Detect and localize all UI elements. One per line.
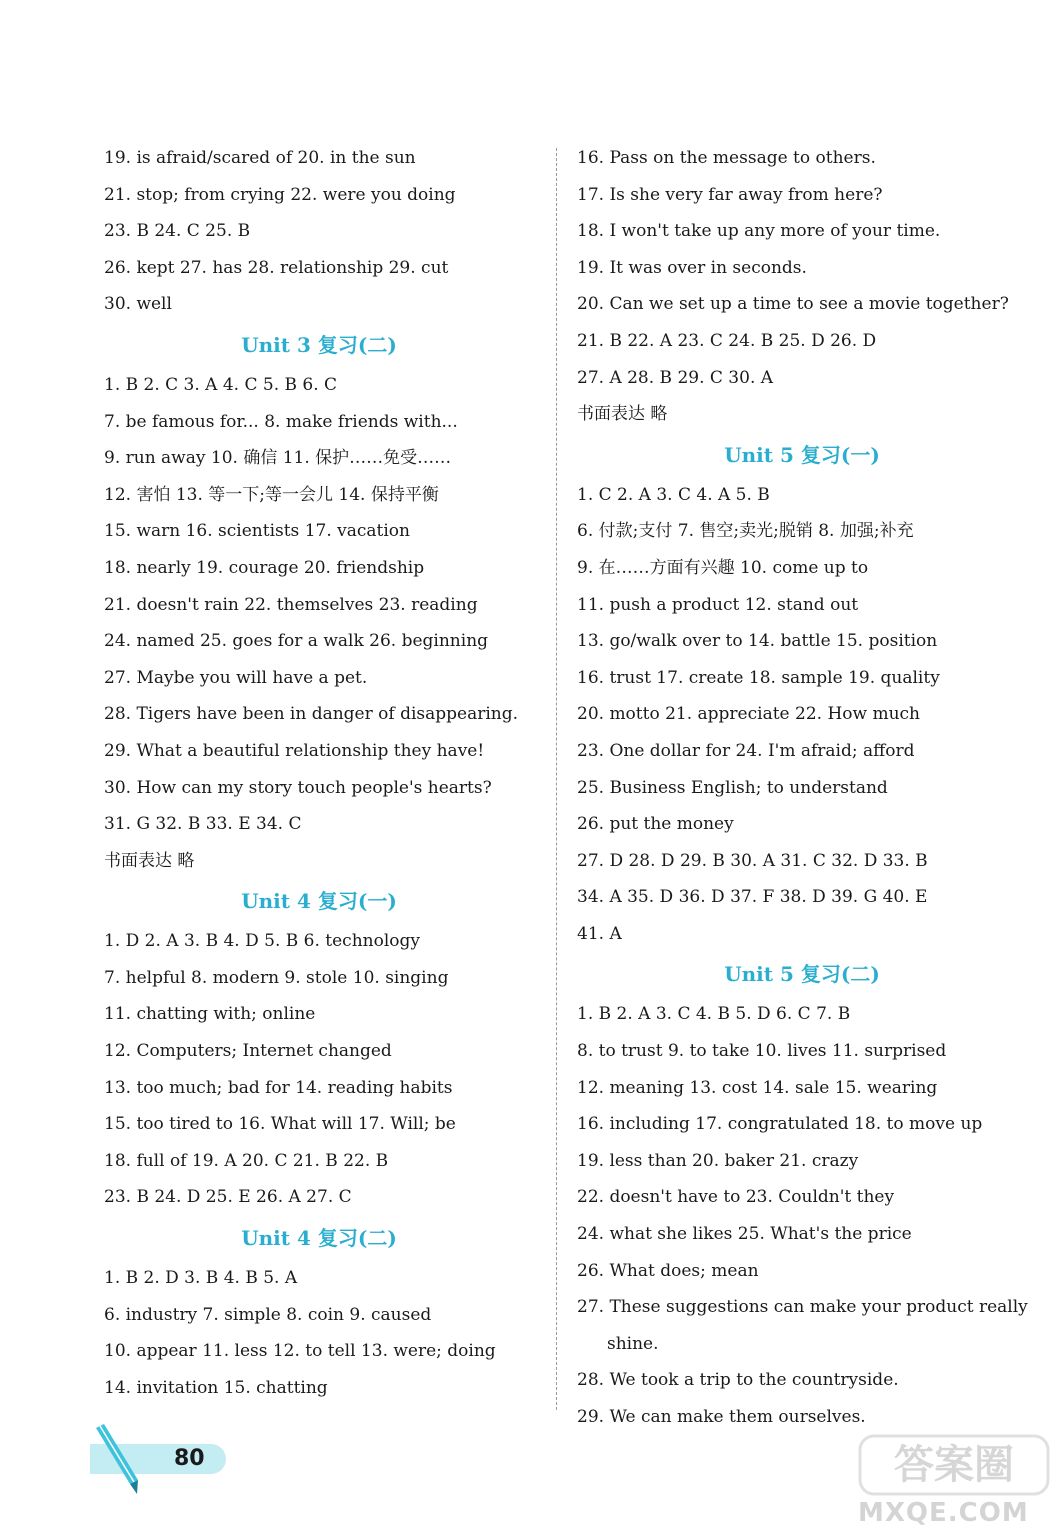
answer-line: 24. what she likes 25. What's the price xyxy=(577,1224,912,1245)
answer-line: 7. helpful 8. modern 9. stole 10. singing xyxy=(104,967,449,988)
answer-line: 30. well xyxy=(104,294,172,315)
answer-line: 28. We took a trip to the countryside. xyxy=(577,1370,899,1391)
answer-line: 12. 害怕 13. 等一下;等一会儿 14. 保持平衡 xyxy=(104,484,439,505)
section-heading: Unit 4 复习(二) xyxy=(241,1226,397,1251)
answer-line: 9. run away 10. 确信 11. 保护……免受…… xyxy=(104,448,452,469)
pencil-icon xyxy=(90,1420,150,1500)
section-heading: Unit 5 复习(一) xyxy=(724,442,880,467)
page-number: 80 xyxy=(174,1446,205,1471)
answer-line: 14. invitation 15. chatting xyxy=(104,1377,328,1398)
answer-line: 书面表达 略 xyxy=(104,850,195,871)
answer-line: 27. Maybe you will have a pet. xyxy=(104,667,368,688)
answer-line: 16. including 17. congratulated 18. to move up xyxy=(577,1114,983,1135)
answer-line: 26. put the money xyxy=(577,814,734,835)
answer-line: 19. is afraid/scared of 20. in the sun xyxy=(104,148,416,168)
answer-line: 12. Computers; Internet changed xyxy=(104,1041,392,1062)
answer-line: 27. These suggestions can make your product really xyxy=(577,1297,1028,1318)
answer-line: 1. B 2. A 3. C 4. B 5. D 6. C 7. B xyxy=(577,1004,851,1025)
answer-line: 20. Can we set up a time to see a movie together? xyxy=(577,294,1009,315)
answer-line: 18. I won't take up any more of your time. xyxy=(577,221,941,242)
answer-line: 24. named 25. goes for a walk 26. beginning xyxy=(104,631,489,652)
answer-line: 20. motto 21. appreciate 22. How much xyxy=(577,704,921,725)
watermark-url: MXQE.COM xyxy=(858,1498,1029,1528)
answer-line: 1. B 2. C 3. A 4. C 5. B 6. C xyxy=(104,374,338,395)
answer-line: 7. be famous for... 8. make friends with... xyxy=(104,411,458,432)
answer-line: 29. What a beautiful relationship they have! xyxy=(104,740,485,761)
answer-line: 8. to trust 9. to take 10. lives 11. surprised xyxy=(577,1041,947,1062)
column-divider xyxy=(556,148,557,1410)
answer-line: 11. push a product 12. stand out xyxy=(577,594,859,615)
answer-line: 1. C 2. A 3. C 4. A 5. B xyxy=(577,484,770,505)
answer-line: 41. A xyxy=(577,923,622,944)
section-heading: Unit 3 复习(二) xyxy=(241,332,397,357)
answer-line: 6. 付款;支付 7. 售空;卖光;脱销 8. 加强;补充 xyxy=(577,521,914,542)
answer-line: 11. chatting with; online xyxy=(104,1004,316,1025)
answer-line: 23. B 24. D 25. E 26. A 27. C xyxy=(104,1187,352,1208)
answer-line: 25. Business English; to understand xyxy=(577,777,888,798)
answer-line: 19. less than 20. baker 21. crazy xyxy=(577,1150,859,1171)
answer-line: 23. B 24. C 25. B xyxy=(104,221,251,242)
answer-line: 26. What does; mean xyxy=(577,1260,759,1281)
answer-line: 12. meaning 13. cost 14. sale 15. wearing xyxy=(577,1077,938,1098)
answer-line: 17. Is she very far away from here? xyxy=(577,184,883,205)
answer-line: 29. We can make them ourselves. xyxy=(577,1407,866,1427)
answer-line: 书面表达 略 xyxy=(577,404,668,425)
answer-line: 19. It was over in seconds. xyxy=(577,257,807,278)
answer-line: 6. industry 7. simple 8. coin 9. caused xyxy=(104,1304,432,1325)
answer-line: 1. D 2. A 3. B 4. D 5. B 6. technology xyxy=(104,931,420,952)
watermark-logo xyxy=(856,1432,1052,1498)
answer-line: 18. nearly 19. courage 20. friendship xyxy=(104,557,425,578)
answer-line: 16. Pass on the message to others. xyxy=(577,148,876,168)
answer-line-continuation: shine. xyxy=(607,1333,659,1354)
left-answer-column xyxy=(104,140,534,1406)
answer-line: 10. appear 11. less 12. to tell 13. were; doing xyxy=(104,1341,496,1362)
answer-line: 21. doesn't rain 22. themselves 23. reading xyxy=(104,594,478,615)
answer-line: 22. doesn't have to 23. Couldn't they xyxy=(577,1187,895,1208)
answer-line: 15. warn 16. scientists 17. vacation xyxy=(104,521,410,542)
answer-line: 13. too much; bad for 14. reading habits xyxy=(104,1077,453,1098)
answer-line: 18. full of 19. A 20. C 21. B 22. B xyxy=(104,1150,389,1171)
answer-line: 21. stop; from crying 22. were you doing xyxy=(104,184,456,205)
answer-line: 31. G 32. B 33. E 34. C xyxy=(104,814,302,835)
answer-line: 34. A 35. D 36. D 37. F 38. D 39. G 40. E xyxy=(577,887,928,908)
answer-line: 26. kept 27. has 28. relationship 29. cut xyxy=(104,257,449,278)
answer-line: 15. too tired to 16. What will 17. Will; be xyxy=(104,1114,456,1135)
section-heading: Unit 5 复习(二) xyxy=(724,962,880,987)
answer-line: 23. One dollar for 24. I'm afraid; afford xyxy=(577,740,915,761)
section-heading: Unit 4 复习(一) xyxy=(241,889,397,914)
answer-line: 27. D 28. D 29. B 30. A 31. C 32. D 33. B xyxy=(577,850,928,871)
answer-line: 27. A 28. B 29. C 30. A xyxy=(577,367,774,388)
watermark-logo-text: 答案圈 xyxy=(894,1442,1014,1488)
answer-line: 16. trust 17. create 18. sample 19. quality xyxy=(577,667,940,688)
page-number-badge xyxy=(90,1438,230,1480)
answer-line: 28. Tigers have been in danger of disappearing. xyxy=(104,704,519,725)
watermark xyxy=(856,1432,1052,1532)
right-answer-column xyxy=(577,140,1027,1436)
answer-line: 30. How can my story touch people's hearts? xyxy=(104,777,492,798)
answer-line: 21. B 22. A 23. C 24. B 25. D 26. D xyxy=(577,330,877,351)
answer-line: 1. B 2. D 3. B 4. B 5. A xyxy=(104,1268,298,1289)
answer-line: 9. 在……方面有兴趣 10. come up to xyxy=(577,557,869,578)
answer-line: 13. go/walk over to 14. battle 15. position xyxy=(577,631,938,652)
